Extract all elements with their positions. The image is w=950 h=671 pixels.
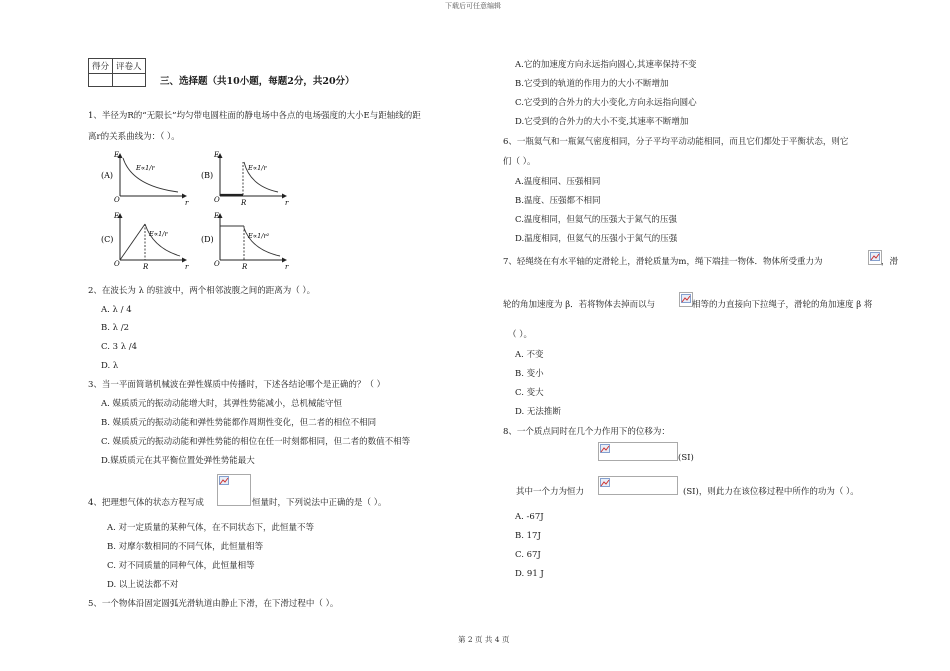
q4-option-c: C. 对不同质量的同种气体，此恒量相等 xyxy=(107,561,255,571)
graph-a-curve-label: E∝1/r xyxy=(136,164,155,172)
q8-si-unit-1: (SI) xyxy=(678,453,694,463)
q2-option-a: A. λ / 4 xyxy=(101,305,132,315)
page-number: 第 2 页 共 4 页 xyxy=(458,635,510,644)
q7-force-image xyxy=(679,292,693,307)
graph-a-axis-e: E xyxy=(114,151,120,159)
graph-d-axis-r: r xyxy=(285,263,289,270)
image-placeholder-icon xyxy=(870,252,880,261)
q6-option-a: A.温度相同、压强相同 xyxy=(515,177,601,187)
graph-b-origin: O xyxy=(214,196,220,204)
q8-option-b: B. 17J xyxy=(515,531,541,541)
header-note: 下载后可任意编辑 xyxy=(445,2,501,10)
section-title: 三、选择题（共10小题，每题2分，共20分） xyxy=(160,76,355,87)
graph-d-label: (D) xyxy=(201,235,214,244)
q4-option-b: B. 对摩尔数相同的不同气体，此恒量相等 xyxy=(107,542,264,552)
score-table xyxy=(88,58,146,87)
image-placeholder-icon xyxy=(219,476,229,485)
q7-option-c: C. 变大 xyxy=(515,388,544,398)
graph-c-axis-r: r xyxy=(185,263,189,270)
graph-c-label: (C) xyxy=(101,235,114,244)
q7-stem-line2a: 轮的角加速度为 β．若将物体去掉而以与 xyxy=(503,300,656,310)
graph-b-label: (B) xyxy=(201,171,214,180)
grader-label: 评卷人 xyxy=(113,59,146,74)
graph-a-origin: O xyxy=(114,196,120,204)
graph-c-origin: O xyxy=(114,260,120,268)
q4-equation-image xyxy=(217,474,251,506)
q8-option-c: C. 67J xyxy=(515,550,541,560)
score-cell xyxy=(89,74,113,87)
q5-stem: 5、一个物体沿固定圆弧光滑轨道由静止下滑，在下滑过程中（ ）。 xyxy=(88,599,339,609)
graph-d-r-mark: R xyxy=(242,263,248,270)
image-placeholder-icon xyxy=(681,294,691,303)
q2-stem: 2、在波长为 λ 的驻波中，两个相邻波腹之间的距离为（ ）。 xyxy=(88,286,316,296)
graph-c-r-mark: R xyxy=(143,263,149,270)
graph-d-axis-e: E xyxy=(214,212,220,220)
q2-option-c: C. 3 λ /4 xyxy=(101,342,138,352)
graph-b xyxy=(201,151,289,207)
q8-displacement-image xyxy=(598,442,678,461)
q7-option-d: D. 无法推断 xyxy=(515,407,561,417)
graph-d-curve-label: E∝1/r² xyxy=(248,232,270,240)
q3-option-a: A. 媒质质元的振动动能增大时，其弹性势能减小，总机械能守恒 xyxy=(101,399,343,409)
graph-b-axis-r: r xyxy=(285,199,289,207)
graph-d-origin: O xyxy=(214,260,220,268)
q5-option-b: B.它受到的轨道的作用力的大小不断增加 xyxy=(515,79,669,89)
graph-c-curve-label: E∝1/r xyxy=(149,230,168,238)
q2-option-d: D. λ xyxy=(101,361,119,371)
q7-stem-line1a: 7、轻绳绕在有水平轴的定滑轮上，滑轮质量为m，绳下端挂一物体．物体所受重力为 xyxy=(503,257,823,267)
q4-option-d: D. 以上说法都不对 xyxy=(107,580,179,590)
q6-option-d: D.温度相同，但氦气的压强小于氮气的压强 xyxy=(515,234,678,244)
q1-stem-line2: 离r的关系曲线为：（ ）。 xyxy=(88,132,180,142)
q3-option-b: B. 媒质质元的振动动能和弹性势能都作周期性变化，但二者的相位不相同 xyxy=(101,418,377,428)
q8-stem: 8、一个质点同时在几个力作用下的位移为： xyxy=(503,427,670,437)
graph-c xyxy=(101,212,189,270)
graph-b-r-mark: R xyxy=(241,199,247,207)
q8-line2b: (SI)，则此力在该位移过程中所作的功为（ ）。 xyxy=(683,487,859,497)
q2-option-b: B. λ /2 xyxy=(101,323,130,333)
q5-option-c: C.它受到的合外力的大小变化,方向永远指向圆心 xyxy=(515,98,697,108)
graph-a-axis-r: r xyxy=(185,199,189,207)
q7-option-b: B. 变小 xyxy=(515,369,544,379)
q4-stem-b: 恒量时，下列说法中正确的是（ ）。 xyxy=(252,498,387,508)
graph-a xyxy=(101,151,189,207)
image-placeholder-icon xyxy=(600,444,610,453)
graph-d xyxy=(201,212,289,270)
q8-option-a: A. -67J xyxy=(515,512,544,522)
q5-option-a: A.它的加速度方向永远指向圆心,其速率保持不变 xyxy=(515,60,697,70)
q4-stem-a: 4、把理想气体的状态方程写成 xyxy=(88,498,204,508)
graph-b-curve-label: E∝1/r xyxy=(248,164,267,172)
graph-b-axis-e: E xyxy=(214,151,220,159)
score-label: 得分 xyxy=(89,59,113,74)
q3-stem: 3、当一平面简谐机械波在弹性媒质中传播时，下述各结论哪个是正确的？（ ） xyxy=(88,380,386,390)
q7-stem-line1b: ，滑 xyxy=(881,257,899,267)
image-placeholder-icon xyxy=(600,478,610,487)
q6-stem-line2: 们（ ）。 xyxy=(503,157,536,167)
graph-c-axis-e: E xyxy=(114,212,120,220)
q6-stem-line1: 6、一瓶氦气和一瓶氮气密度相同，分子平均平动动能相同，而且它们都处于平衡状态，则它 xyxy=(503,137,849,147)
q8-force-image xyxy=(598,476,678,495)
graph-a-label: (A) xyxy=(101,171,114,180)
q3-option-d: D.媒质质元在其平衡位置处弹性势能最大 xyxy=(101,456,255,466)
q7-stem-line3: （ ）。 xyxy=(508,330,532,340)
q3-option-c: C. 媒质质元的振动动能和弹性势能的相位在任一时刻都相同，但二者的数值不相等 xyxy=(101,437,411,447)
q7-gravity-image xyxy=(868,250,882,265)
q1-graphs xyxy=(98,148,298,270)
q7-stem-line2b: 相等的力直接向下拉绳子，滑轮的角加速度 β 将 xyxy=(692,300,873,310)
q8-line2a: 其中一个力为恒力 xyxy=(516,487,585,497)
q7-option-a: A. 不变 xyxy=(515,350,544,360)
q6-option-c: C.温度相同，但氦气的压强大于氮气的压强 xyxy=(515,215,677,225)
q8-option-d: D. 91 J xyxy=(515,569,544,579)
q4-option-a: A. 对一定质量的某种气体，在不同状态下，此恒量不等 xyxy=(107,523,315,533)
q5-option-d: D.它受到的合外力的大小不变,其速率不断增加 xyxy=(515,117,689,127)
q6-option-b: B.温度、压强都不相同 xyxy=(515,196,601,206)
grader-cell xyxy=(113,74,146,87)
q1-stem-line1: 1、半径为R的“无限长”均匀带电圆柱面的静电场中各点的电场强度的大小E与距轴线的距 xyxy=(88,111,421,121)
